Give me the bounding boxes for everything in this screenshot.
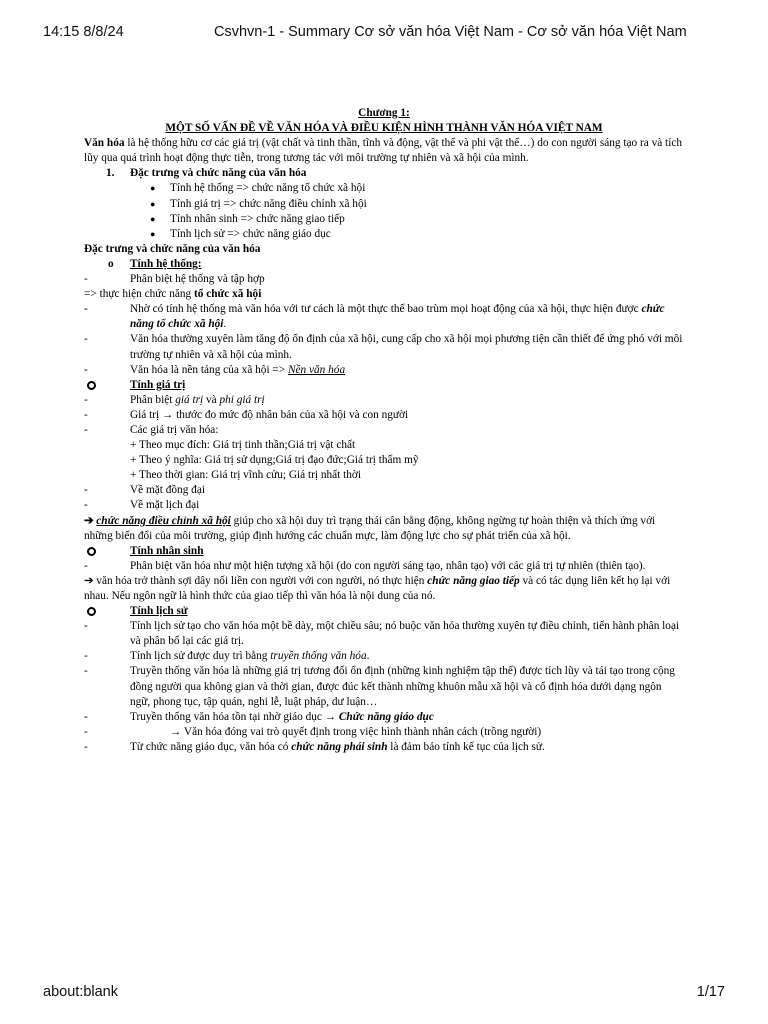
dash-marker: -: [84, 363, 88, 376]
item-text: → Văn hóa đóng vai trò quyết định trong việc hình thành nhân cách (trồng người): [170, 725, 542, 738]
dash-item: [84, 740, 684, 755]
print-url: about:blank: [43, 984, 118, 1000]
item-text-end: .: [223, 318, 227, 331]
ring-bullet-icon: [87, 381, 96, 390]
subsection-title: Tính lịch sử: [130, 605, 188, 618]
section-1-title: Đặc trưng và chức năng của văn hóa: [130, 167, 307, 180]
item-text: Truyền thống văn hóa tồn tại nhờ giáo dục →: [130, 710, 339, 723]
dash-item: [84, 559, 684, 574]
item-text: và: [203, 393, 220, 406]
item-text: Từ chức năng giáo dục, văn hóa có: [130, 740, 292, 753]
dash-marker: -: [84, 333, 88, 346]
bullet-dot-icon: ●: [150, 228, 156, 239]
result-emphasis: chức năng điều chỉnh xã hội: [96, 514, 231, 527]
dash-item: [84, 619, 684, 649]
dash-item: [84, 423, 684, 438]
item-text: Về mặt đồng đại: [130, 484, 205, 497]
item-text: Về mặt lịch đại: [130, 499, 200, 512]
bullet-text: Tính giá trị => chức năng điều chỉnh xã hội: [170, 197, 367, 210]
item-text: Phân biệt: [130, 393, 176, 406]
dash-marker: -: [84, 423, 88, 436]
dash-marker: -: [84, 740, 88, 753]
chapter-title: MỘT SỐ VẤN ĐỀ VỀ VĂN HÓA VÀ ĐIỀU KIỆN HÌNH THÀNH VĂN HÓA VIỆT NAM: [165, 122, 603, 135]
dash-item: [84, 302, 684, 332]
item-text: Giá trị → thước đo mức độ nhân bản của xã hội và con người: [130, 408, 409, 421]
subsection-heading-lich-su: [84, 604, 684, 619]
item-text: Các giá trị văn hóa:: [130, 423, 219, 436]
sub-item: + Theo thời gian: Giá trị vĩnh cửu; Giá trị nhất thời: [130, 469, 361, 482]
dash-marker: -: [84, 484, 88, 497]
dash-marker: -: [84, 620, 88, 633]
dash-marker: -: [84, 710, 88, 723]
item-emphasis: Chức năng giáo dục: [338, 710, 434, 723]
ring-bullet-icon: [87, 547, 96, 556]
item-text: Văn hóa thường xuyên làm tăng độ ổn định của xã hội, cung cấp cho xã hội mọi phương tiện cần thiết để ứng phó với môi trường tự nhiên và xã hội của mình.: [130, 333, 683, 361]
dash-item: [84, 498, 684, 513]
dash-marker: -: [84, 408, 88, 421]
item-text: Tính lịch sử được duy trì bằng: [130, 650, 271, 663]
subsection-heading-nhan-sinh: [84, 544, 684, 559]
dash-marker: -: [84, 665, 88, 678]
dash-item: [84, 710, 684, 725]
print-title: Csvhvn-1 - Summary Cơ sở văn hóa Việt Nam - Cơ sở văn hóa Việt Nam: [214, 24, 687, 40]
result-text-end: và có tác dụng liên kết họ lại với nhau. Nếu ngôn ngữ là hình thức của giao tiếp thì văn hóa là nội dung của nó.: [84, 574, 671, 602]
bullet-text: Tính lịch sử => chức năng giáo dục: [170, 227, 331, 240]
subsection-title: Tính hệ thống:: [130, 257, 202, 270]
result-prefix: => thực hiện chức năng: [84, 288, 194, 301]
item-text: Phân biệt hệ thống và tập hợp: [130, 273, 265, 286]
chapter-label: Chương 1:: [358, 107, 410, 119]
subsection-heading-gia-tri: [84, 378, 684, 393]
dash-item: [84, 272, 684, 287]
dash-marker: -: [84, 273, 88, 286]
print-footer: [0, 984, 768, 1004]
item-italic: giá trị: [175, 393, 204, 406]
item-emphasis: chức năng tổ chức xã hội: [130, 303, 665, 331]
dash-marker: -: [84, 393, 88, 406]
item-text: Phân biệt văn hóa như một hiện tượng xã hội (do con người sáng tạo, nhân tạo) với các giá trị tự nhiên (thiên tạo).: [130, 559, 646, 572]
item-italic: truyền thống văn hóa: [270, 650, 367, 663]
result-line: [84, 287, 684, 302]
bullet-item: [84, 197, 684, 212]
dash-item: [84, 483, 684, 498]
dash-item: [84, 649, 684, 664]
circle-marker-icon: o: [108, 257, 114, 270]
item-text-end: .: [366, 650, 370, 663]
dash-item: [84, 725, 684, 740]
item-text-end: là đảm bảo tính kế tục của lịch sử.: [387, 740, 545, 753]
print-header: [0, 24, 768, 44]
intro-term: Văn hóa: [84, 137, 125, 150]
dash-item: [84, 393, 684, 408]
dash-marker: -: [84, 499, 88, 512]
bullet-item: [84, 212, 684, 227]
item-italic: phi giá trị: [219, 393, 265, 406]
section-1-number: 1.: [106, 167, 115, 180]
bullet-item: [84, 227, 684, 242]
item-emphasis: chức năng phái sinh: [291, 740, 388, 753]
bullet-item: [84, 181, 684, 196]
bullet-dot-icon: ●: [150, 213, 156, 224]
bullet-dot-icon: ●: [150, 198, 156, 209]
result-emphasis: tổ chức xã hội: [194, 288, 262, 301]
dash-item: [84, 664, 684, 709]
subsection-title: Tính giá trị: [130, 378, 186, 391]
arrow-icon: ➔: [84, 514, 97, 527]
section-1-heading: [84, 166, 684, 181]
page-number: 1/17: [696, 984, 725, 1000]
dash-marker: -: [84, 725, 88, 738]
result-text: ➔ văn hóa trở thành sợi dây nối liền con người với con người, nó thực hiện: [84, 574, 428, 587]
sub-item: + Theo mục đích: Giá trị tinh thần;Giá trị vật chất: [130, 439, 356, 452]
subsection-title: Tính nhân sinh: [130, 544, 204, 557]
result-emphasis: chức năng giao tiếp: [427, 574, 520, 587]
result-paragraph: [84, 574, 684, 604]
ring-bullet-icon: [87, 607, 96, 616]
print-datetime: 14:15 8/8/24: [43, 24, 124, 40]
dash-marker: -: [84, 650, 88, 663]
dash-marker: -: [84, 559, 88, 572]
bullet-text: Tính nhân sinh => chức năng giao tiếp: [170, 212, 345, 225]
result-text: giúp cho xã hội duy trì trạng thái cân bằng động, không ngừng tự hoàn thiện và thích ứng với những biến đổi của môi trường, giúp định hướng các chuẩn mực, làm động lực cho sự phát triển của xã hội.: [84, 514, 656, 542]
item-text: Nhờ có tính hệ thống mà văn hóa với tư cách là một thực thể bao trùm mọi hoạt động của xã hội, thực hiện được: [130, 303, 642, 316]
document-body: [84, 106, 684, 755]
dash-item: [84, 408, 684, 423]
bullet-dot-icon: ●: [150, 183, 156, 194]
result-paragraph: [84, 514, 684, 544]
item-text: Văn hóa là nền tảng của xã hội =>: [130, 363, 288, 376]
dash-item: [84, 332, 684, 362]
section-2-title: Đặc trưng và chức năng của văn hóa: [84, 242, 261, 255]
bullet-text: Tính hệ thống => chức năng tổ chức xã hội: [170, 182, 366, 195]
item-text: Tính lịch sử tạo cho văn hóa một bề dày, một chiều sâu; nó buộc văn hóa thường xuyên tự điều chỉnh, tiến hành phân loại và phân bố lại các giá trị.: [130, 620, 680, 648]
intro-paragraph: [84, 136, 684, 166]
item-italic: Nền văn hóa: [287, 363, 346, 376]
dash-marker: -: [84, 303, 88, 316]
dash-item: [84, 363, 684, 378]
sub-item: + Theo ý nghĩa: Giá trị sử dụng;Giá trị đạo đức;Giá trị thẩm mỹ: [130, 454, 419, 467]
item-text: Truyền thống văn hóa là những giá trị tương đối ổn định (những kinh nghiệm tập thể) được tích lũy và tái tạo trong cộng đồng người qua không gian và thời gian, được đúc kết thành những khuôn mẫu xã hội và cố định hóa dưới dạng ngôn ngữ, phong tục, tập quán, nghi lễ, luật pháp, dư luận…: [130, 665, 675, 708]
subsection-heading-he-thong: [84, 257, 684, 272]
intro-text: là hệ thống hữu cơ các giá trị (vật chất và tinh thần, tĩnh và động, vật thể và phi vật thể…) do con người sáng tạo ra và tích lũy qua quá trình hoạt động thực tiễn, trong tương tác với môi trường tự nhiên và xã hội của mình.: [84, 137, 682, 165]
